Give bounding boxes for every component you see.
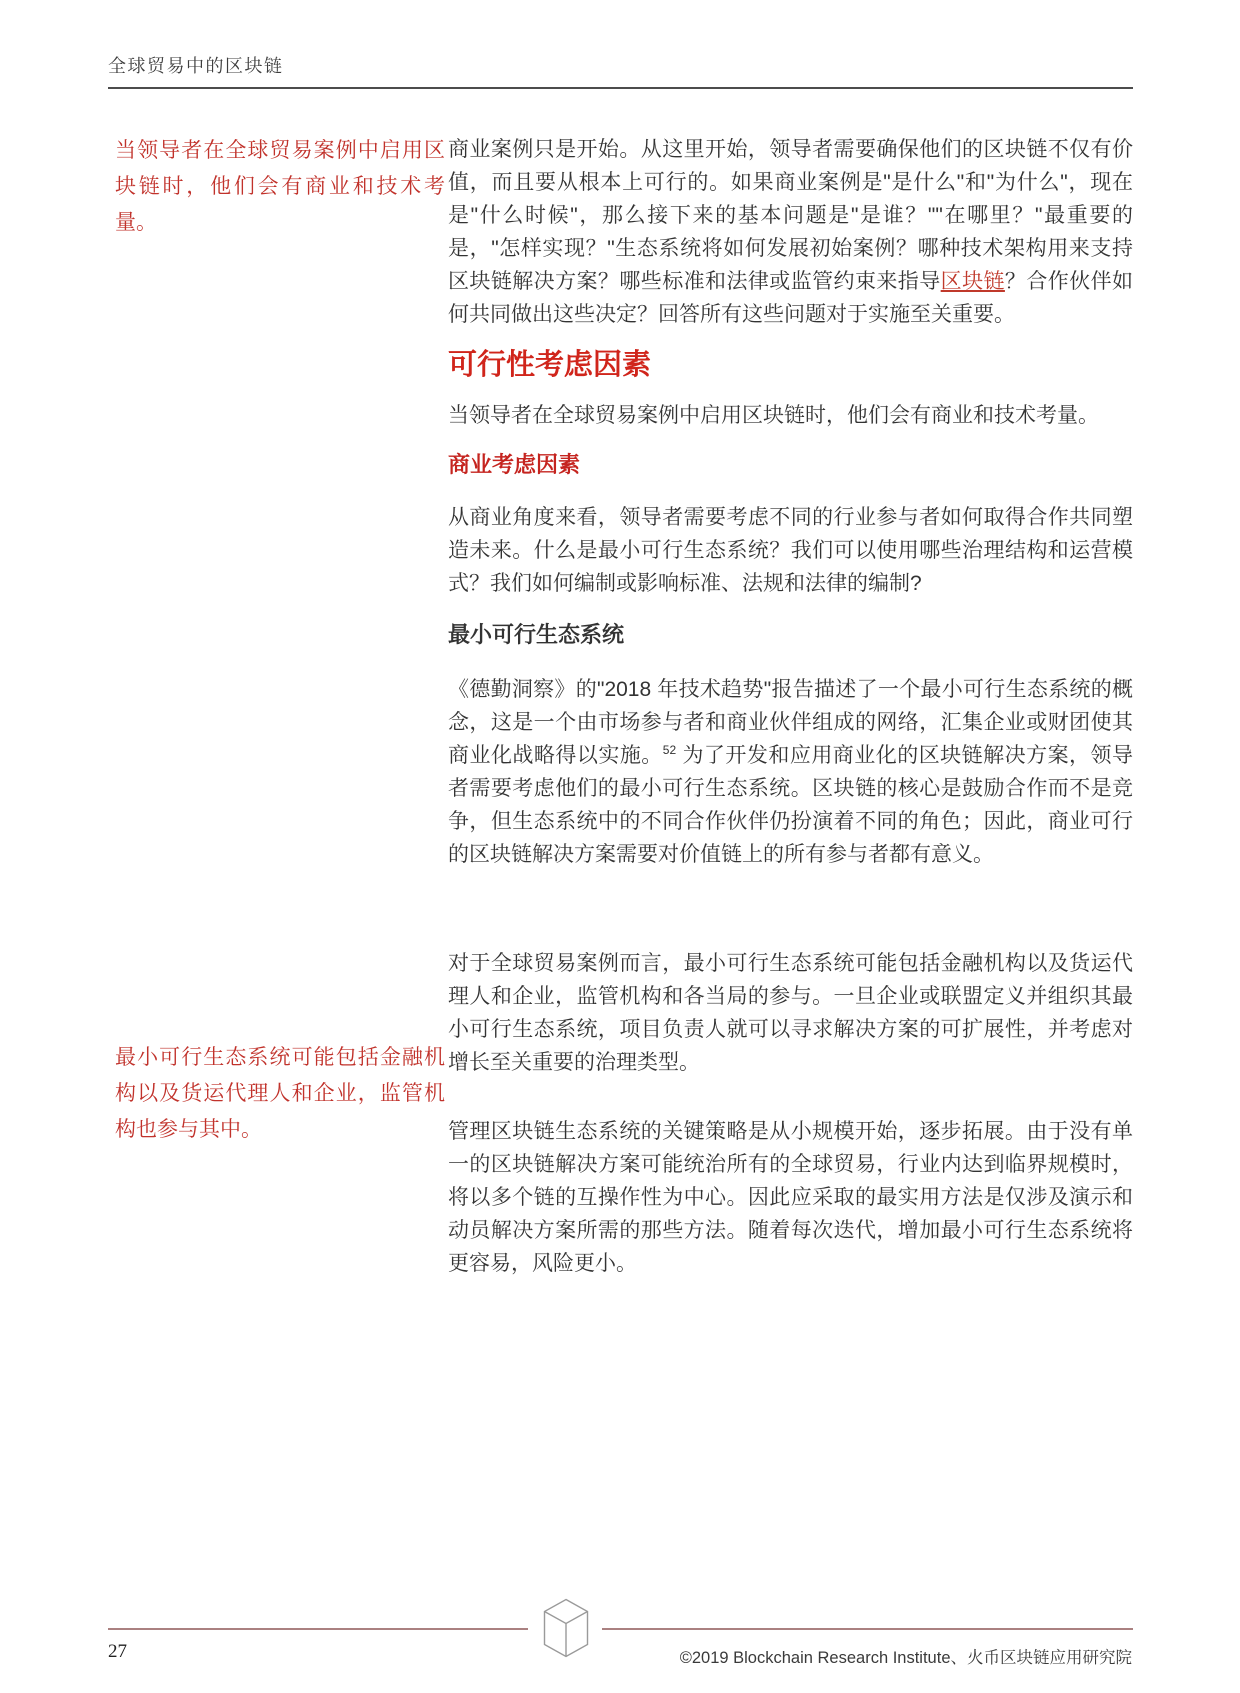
subsection-heading-mve: 最小可行生态系统: [448, 622, 625, 647]
running-header-title: 全球贸易中的区块链: [108, 56, 284, 76]
blockchain-inline-link[interactable]: 区块链: [940, 270, 1005, 293]
page-number: 27: [108, 1641, 127, 1662]
pull-quote-feasibility: 当领导者在全球贸易案例中启用区块链时，他们会有商业和技术考量。: [115, 139, 445, 234]
pull-quote-ecosystem: 最小可行生态系统可能包括金融机构以及货运代理人和企业，监管机构也参与其中。: [115, 1046, 445, 1141]
footnote-52-superscript: 52: [662, 743, 677, 757]
blockchain-cube-icon: [543, 1598, 589, 1663]
text-run: 为了开发和应用商业化的区块链解决方案，领导者需要考虑他们的最小可行生态系统。区块链的核心是鼓励合作而不是竞争，但生态系统中的不同合作伙伴仍扮演着不同的角色；因此，商业可行的区块链解决方案需要对价值链上的所有参与者都有意义。: [448, 744, 1133, 866]
body-paragraph-business: 从商业角度来看，领导者需要考虑不同的行业参与者如何取得合作共同塑造未来。什么是最小可行生态系统？我们可以使用哪些治理结构和运营模式？我们如何编制或影响标准、法规和法律的编制?: [448, 506, 1133, 595]
footer-rule-right: [602, 1628, 1133, 1630]
section-heading-feasibility: 可行性考虑因素: [448, 349, 652, 381]
subsection-heading-business: 商业考虑因素: [448, 452, 581, 477]
body-paragraph-trade: 对于全球贸易案例而言，最小可行生态系统可能包括金融机构以及货运代理人和企业，监管机构和各当局的参与。一旦企业或联盟定义并组织其最小可行生态系统，项目负责人就可以寻求解决方案的可扩展性，并考虑对增长至关重要的治理类型。: [448, 952, 1133, 1074]
body-paragraph-strategy: 管理区块链生态系统的关键策略是从小规模开始，逐步拓展。由于没有单一的区块链解决方案可能统治所有的全球贸易，行业内达到临界规模时，将以多个链的互操作性为中心。因此应采取的最实用方法是仅涉及演示和动员解决方案所需的那些方法。随着每次迭代，增加最小可行生态系统将更容易，风险更小。: [448, 1120, 1133, 1275]
main-text-column: [448, 133, 1133, 1280]
text-run: 商业案例只是开始。从这里开始，领导者需要确保他们的区块链不仅有价值，而且要从根本上可行的。如果商业案例是"是什么"和"为什么"，现在是"什么时候"，那么接下来的基本问题是"是谁？""在哪里？"最重要的是，"怎样实现？"生态系统将如何发展初始案例？哪种技术架构用来支持区块链解决方案？哪些标准和法律或监管约束来指导: [448, 138, 1133, 293]
body-paragraph-intro: [448, 133, 1133, 331]
copyright-text: ©2019 Blockchain Research Institute、火币区块链应用研究院: [679, 1649, 1132, 1667]
body-paragraph-section-intro: 当领导者在全球贸易案例中启用区块链时，他们会有商业和技术考量。: [448, 404, 1099, 427]
text-run: ？合作伙伴如何共同做出这些决定？回答所有这些问题对于实施至关重要。: [448, 270, 1134, 326]
text-run: 《德勤洞察》的"2018 年技术趋势"报告描述了一个最小可行生态系统的概念，这是一个由市场参与者和商业伙伴组成的网络，汇集企业或财团使其商业化战略得以实施。: [448, 678, 1133, 767]
header-rule: [108, 87, 1133, 89]
body-paragraph-mve: [448, 673, 1133, 871]
footer-rule-left: [108, 1628, 528, 1630]
